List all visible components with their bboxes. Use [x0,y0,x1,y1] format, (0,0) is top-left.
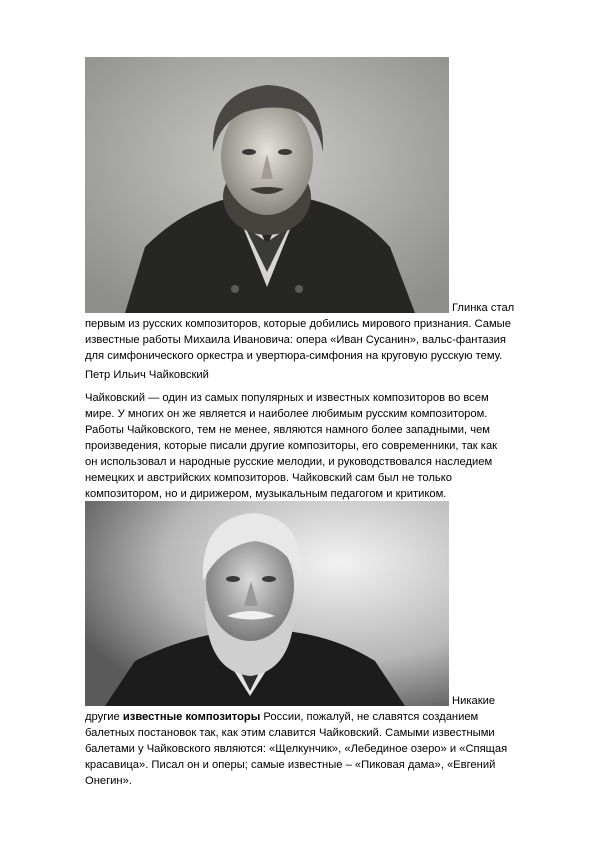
text-line: для симфонического оркестра и увертюра-симфония на круговую русскую тему. [85,350,503,362]
text-line: балетных постановок так, как этим славится Чайковский. Самыми известными [85,727,495,739]
text-line: Работы Чайковского, тем не менее, являются намного более западными, чем [85,424,490,436]
text-line: красавица». Писал он и оперы; самые известные – «Пиковая дама», «Евгений [85,759,496,771]
bold-text-famous-composers: известные композиторы [122,711,261,723]
text-line: композитором, но и дирижером, музыкальным педагогом и критиком. [85,488,447,500]
text-line: произведения, которые писали другие композиторы, его современники, так как [85,440,498,452]
text-line: мире. У многих он же является и наиболее любимым русским композитором. [85,408,488,420]
portrait-image-tchaikovsky [85,501,449,706]
caption-glinka: Глинка стал [452,302,515,314]
text-run: России, пожалуй, не славятся созданием [260,711,479,723]
text-line: немецких и австрийских композиторов. Чайковский сам был не только [85,472,452,484]
section-heading-tchaikovsky: Петр Ильич Чайковский [85,369,209,381]
text-line: Онегин». [85,775,132,787]
paragraph-tchaikovsky [85,390,525,502]
portrait-image-glinka [85,57,449,313]
text-run: другие [85,711,123,723]
text-line: известные работы Михаила Ивановича: опера «Иван Сусанин», вальс-фантазия [85,334,506,346]
text-line: Чайковский — один из самых популярных и известных композиторов во всем [85,392,489,404]
text-line: балетами у Чайковского являются: «Щелкунчик», «Лебединое озеро» и «Спящая [85,743,508,755]
text-line: он использовал и народные русские мелодии, и руководствовался наследием [85,456,493,468]
text-line: первым из русских композиторов, которые добились мирового признания. Самые [85,318,511,330]
paragraph-ballets [85,709,525,789]
text-line [85,709,525,725]
caption-tchaikovsky: Никакие [452,695,496,707]
paragraph-glinka [85,316,525,364]
